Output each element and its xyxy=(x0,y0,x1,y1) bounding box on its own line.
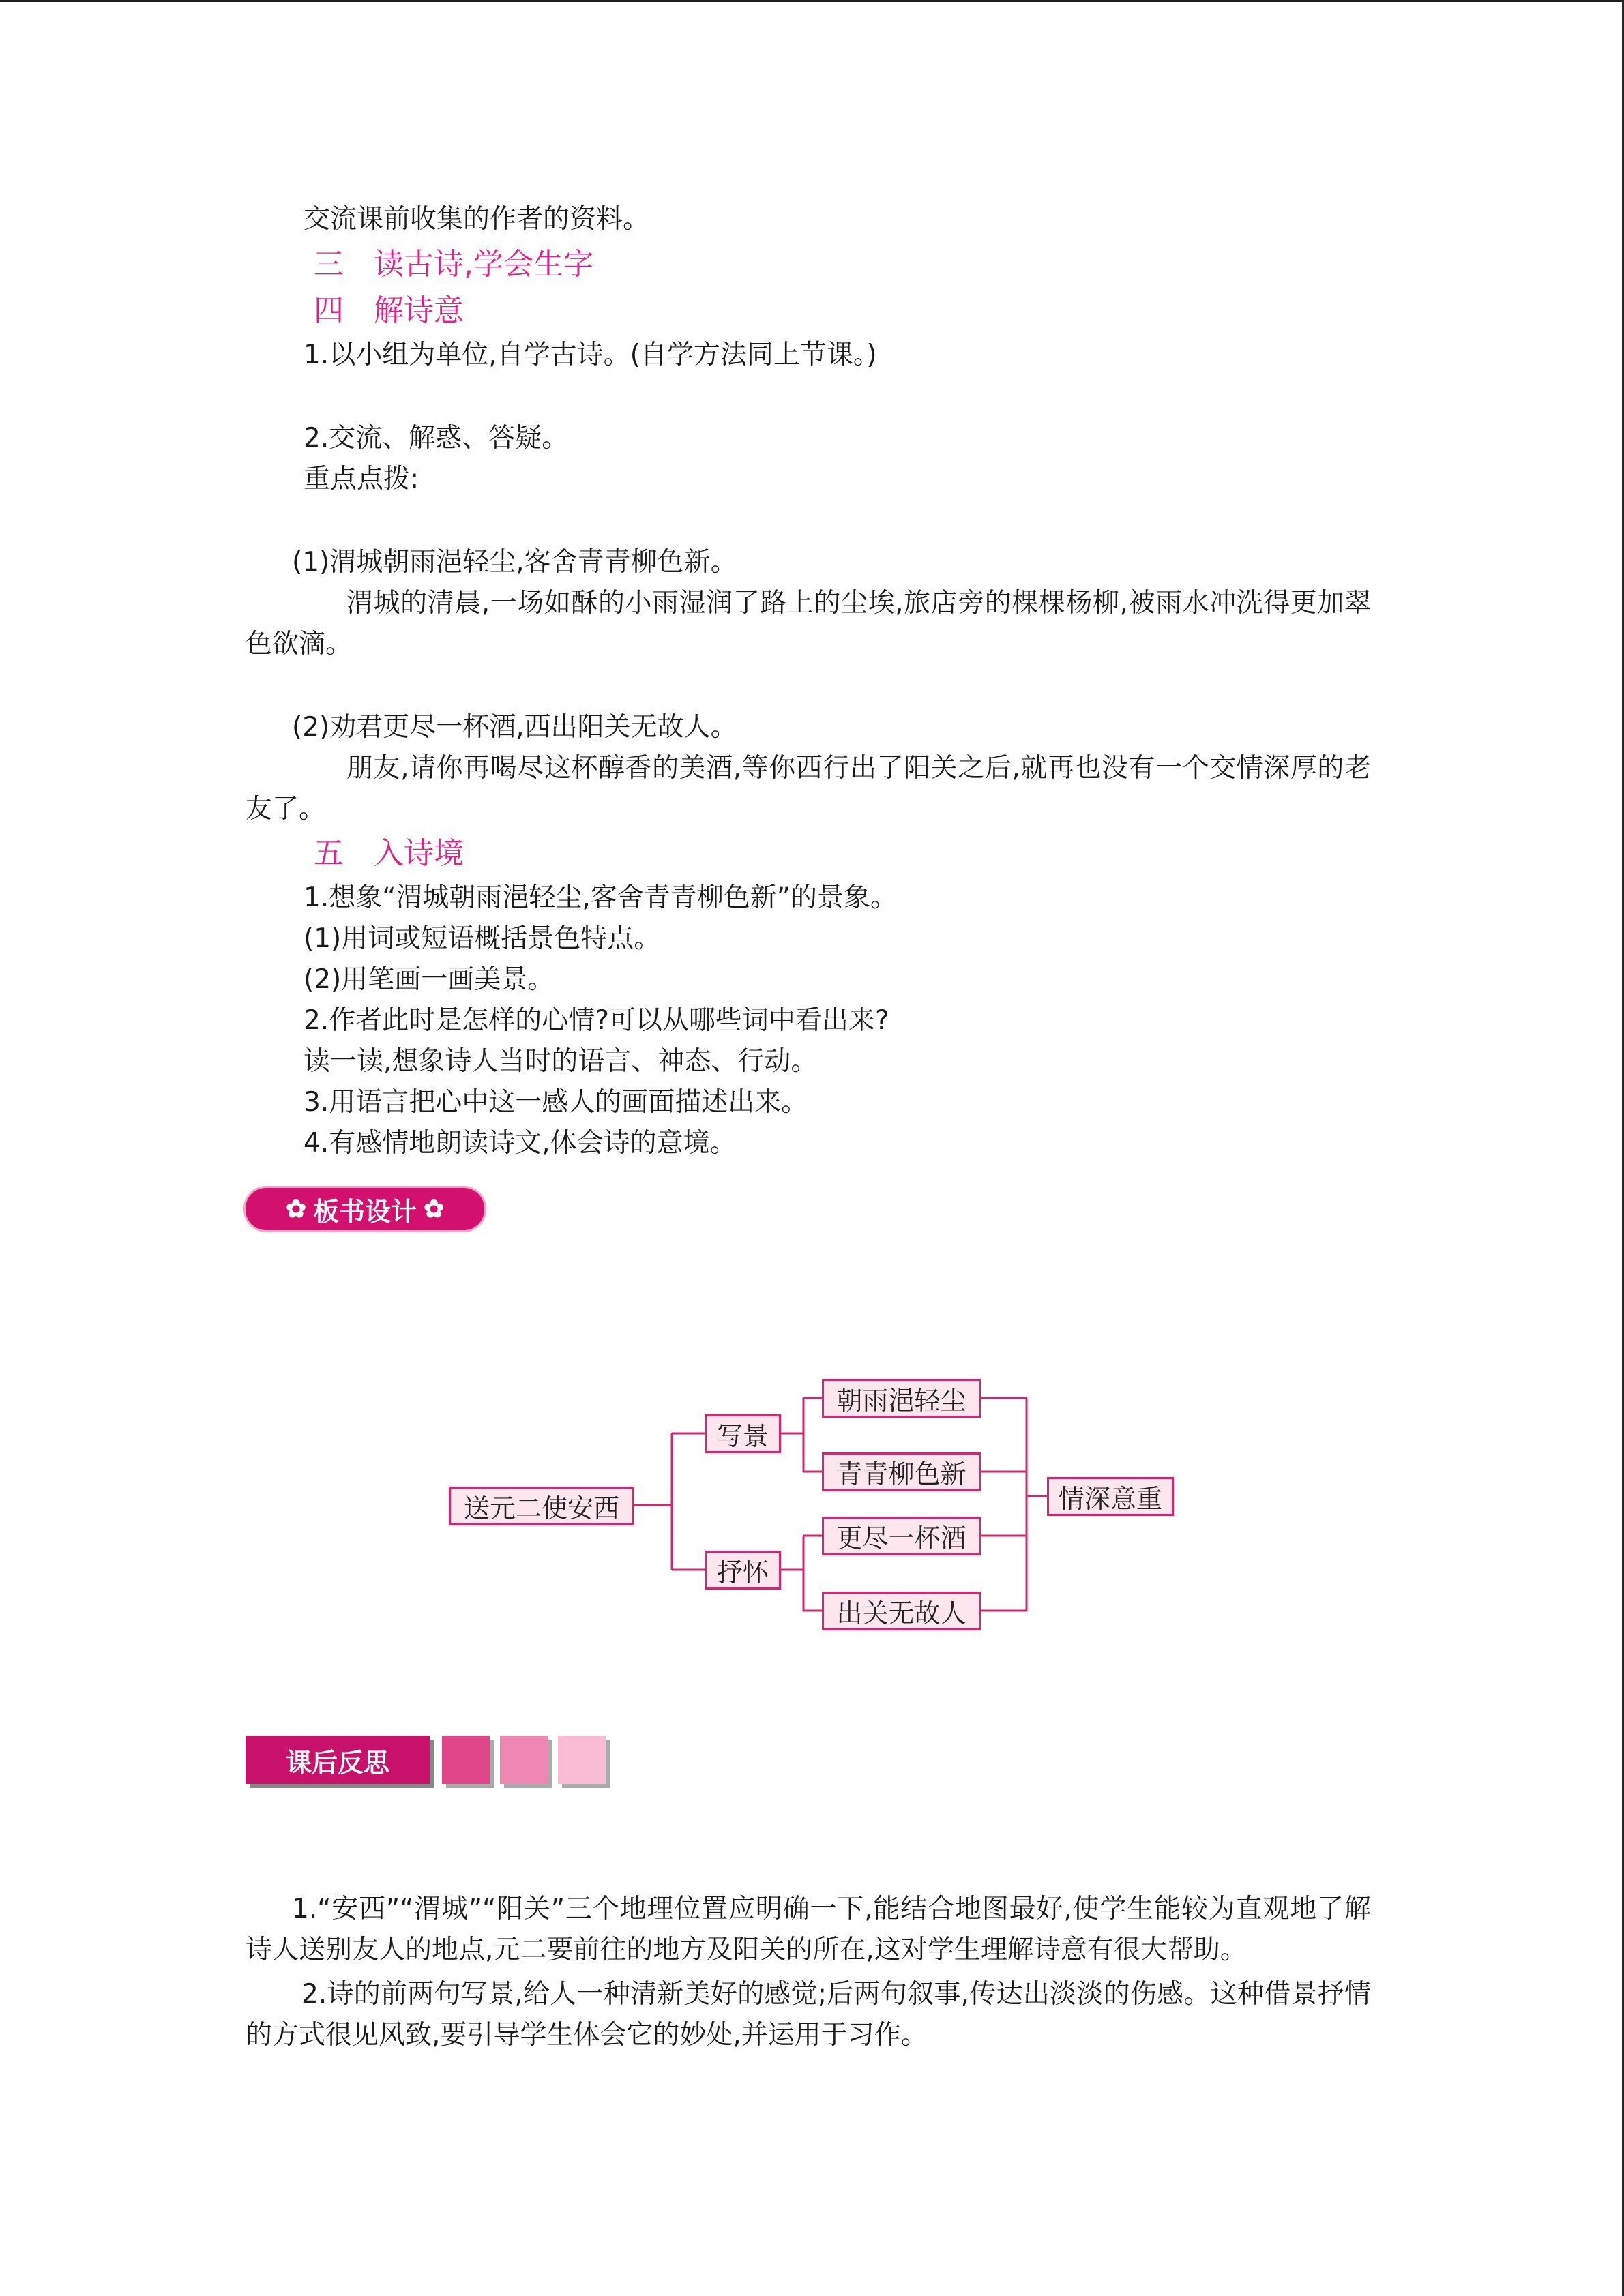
diagram-node-feeling: 抒怀 xyxy=(705,1551,781,1590)
paragraph: 朋友,请你再喝尽这杯醇香的美酒,等你西行出了阳关之后,就再也没有一个交情深厚的老友了。 xyxy=(246,753,1371,824)
text-line: 读一读,想象诗人当时的语言、神态、行动。 xyxy=(304,1046,818,1077)
diagram-leaf-node: 青青柳色新 xyxy=(822,1452,981,1491)
text-line: 重点点拨: xyxy=(304,464,419,494)
board-design-label: 板书设计 xyxy=(312,1195,417,1227)
star-icon: ✿ xyxy=(424,1195,445,1223)
section-heading-3: 三 读古诗,学会生字 xyxy=(314,247,593,282)
decor-square xyxy=(500,1736,548,1784)
section-heading-5: 五 入诗境 xyxy=(314,836,464,871)
text-line: 2.作者此时是怎样的心情?可以从哪些词中看出来? xyxy=(304,1005,889,1036)
reflection-paragraph: 1.“安西”“渭城”“阳关”三个地理位置应明确一下,能结合地图最好,使学生能较为直观地了解诗人送别友人的地点,元二要前往的地方及阳关的所在,这对学生理解诗意有很大帮助。 xyxy=(246,1894,1371,1965)
reflection-banner xyxy=(246,1736,430,1784)
text-line: 1.想象“渭城朝雨浥轻尘,客舍青青柳色新”的景象。 xyxy=(304,882,898,913)
text-line: (2)用笔画一画美景。 xyxy=(304,964,555,995)
diagram-node-scene: 写景 xyxy=(705,1414,781,1453)
text-line: (1)用词或短语概括景色特点。 xyxy=(304,923,661,954)
star-icon: ✿ xyxy=(285,1195,306,1223)
text-line: 交流课前收集的作者的资料。 xyxy=(304,204,650,235)
diagram-root-node: 送元二使安西 xyxy=(449,1487,634,1525)
text-line: (1)渭城朝雨浥轻尘,客舍青青柳色新。 xyxy=(292,547,737,578)
diagram-leaf-node: 更尽一杯酒 xyxy=(822,1517,981,1555)
reflection-label: 课后反思 xyxy=(285,1746,389,1778)
text-line: 1.以小组为单位,自学古诗。(自学方法同上节课。) xyxy=(304,340,877,370)
decor-square xyxy=(558,1736,606,1784)
diagram-leaf-node: 朝雨浥轻尘 xyxy=(822,1379,981,1418)
reflection-paragraph: 2.诗的前两句写景,给人一种清新美好的感觉;后两句叙事,传达出淡淡的伤感。这种借景抒情的方式很见风致,要引导学生体会它的妙处,并运用于习作。 xyxy=(246,1979,1371,2051)
diagram-result-node: 情深意重 xyxy=(1047,1477,1174,1516)
text-line: 4.有感情地朗读诗文,体会诗的意境。 xyxy=(304,1128,737,1159)
section-heading-4: 四 解诗意 xyxy=(314,293,464,328)
diagram-leaf-node: 出关无故人 xyxy=(822,1592,981,1630)
text-line: 3.用语言把心中这一感人的画面描述出来。 xyxy=(304,1087,808,1118)
decor-square xyxy=(442,1736,490,1784)
text-line: 2.交流、解惑、答疑。 xyxy=(304,423,569,453)
text-line: (2)劝君更尽一杯酒,西出阳关无故人。 xyxy=(292,712,737,743)
paragraph: 渭城的清晨,一场如酥的小雨湿润了路上的尘埃,旅店旁的棵棵杨柳,被雨水冲洗得更加翠色欲滴。 xyxy=(246,588,1371,659)
